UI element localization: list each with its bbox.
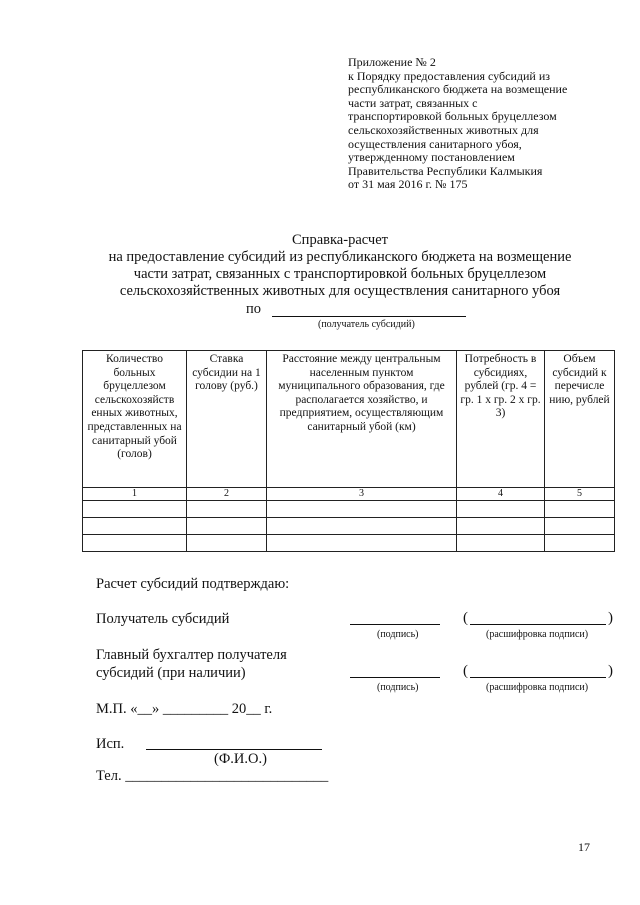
table-row <box>83 501 615 518</box>
table-row <box>83 535 615 552</box>
appendix-line: транспортировкой больных бруцеллезом <box>348 109 557 124</box>
accountant-label-line2: субсидий (при наличии) <box>96 665 246 681</box>
table-cell[interactable] <box>545 535 615 552</box>
calculation-table <box>82 350 615 552</box>
decoding-caption: (расшифровка подписи) <box>486 682 589 693</box>
paren-open: ( <box>463 663 468 679</box>
column-number: 5 <box>545 488 615 501</box>
appendix-line: Приложение № 2 <box>348 55 436 69</box>
column-number: 4 <box>457 488 545 501</box>
appendix-line: к Порядку предоставления субсидий из <box>348 68 550 83</box>
executor-label: Исп. <box>96 736 125 752</box>
table-row <box>83 518 615 535</box>
appendix-line: Правительства Республики Калмыкия <box>348 163 543 178</box>
recipient-caption: (получатель субсидий) <box>318 319 415 330</box>
table-cell[interactable] <box>187 518 267 535</box>
accountant-signature-field[interactable] <box>350 677 440 678</box>
header-cell-rate: Ставка субсидии на 1 голову (руб.) <box>187 351 267 488</box>
appendix-line: сельскохозяйственных животных для <box>348 122 539 137</box>
table-cell[interactable] <box>187 535 267 552</box>
appendix-line: утвержденному постановлением <box>348 150 515 165</box>
paren-close: ) <box>608 610 613 626</box>
table-cell[interactable] <box>267 535 457 552</box>
table-cell[interactable] <box>267 501 457 518</box>
signature-caption: (подпись) <box>377 682 419 693</box>
header-cell-quantity: Количество больных бруцеллезом сельскохозяйств енных животных, представленных на санитарный убой (голов) <box>83 351 187 488</box>
po-label: по <box>246 301 262 317</box>
accountant-label-line1: Главный бухгалтер получателя <box>96 647 287 663</box>
confirm-heading: Расчет субсидий подтверждаю: <box>96 576 290 592</box>
table-cell[interactable] <box>187 501 267 518</box>
title-line: Справка-расчет <box>292 232 388 248</box>
title-line: на предоставление субсидий из республиканского бюджета на возмещение <box>108 249 572 265</box>
table-cell[interactable] <box>83 518 187 535</box>
stamp-date-line: М.П. «__» _________ 20__ г. <box>96 701 273 717</box>
column-number: 1 <box>83 488 187 501</box>
decoding-caption: (расшифровка подписи) <box>486 629 589 640</box>
recipient-signature-field[interactable] <box>350 624 440 625</box>
recipient-decoding-field[interactable] <box>470 624 606 625</box>
header-cell-need: Потребность в субсидиях, рублей (гр. 4 = гр. 1 х гр. 2 х гр. 3) <box>457 351 545 488</box>
recipient-field[interactable] <box>272 316 466 317</box>
fio-caption: (Ф.И.О.) <box>214 751 267 767</box>
table-cell[interactable] <box>83 535 187 552</box>
table-cell[interactable] <box>457 501 545 518</box>
table-cell[interactable] <box>457 518 545 535</box>
accountant-decoding-field[interactable] <box>470 677 606 678</box>
table-cell[interactable] <box>267 518 457 535</box>
title-line: части затрат, связанных с транспортировкой больных бруцеллезом <box>133 266 547 282</box>
table-cell[interactable] <box>545 501 615 518</box>
table-column-numbers-row <box>83 488 615 501</box>
table-header-row <box>83 351 615 488</box>
table-cell[interactable] <box>545 518 615 535</box>
signature-caption: (подпись) <box>377 629 419 640</box>
paren-close: ) <box>608 663 613 679</box>
header-cell-distance: Расстояние между центральным населенным пунктом муниципального образования, где располагается хозяйство, и предприятием, осуществляющим санитарный убой (км) <box>267 351 457 488</box>
phone-line: Тел. ____________________________ <box>96 768 329 784</box>
recipient-label: Получатель субсидий <box>96 611 230 627</box>
appendix-line: осуществления санитарного убоя, <box>348 136 522 151</box>
appendix-line: части затрат, связанных с <box>348 95 478 110</box>
column-number: 2 <box>187 488 267 501</box>
table-cell[interactable] <box>83 501 187 518</box>
column-number: 3 <box>267 488 457 501</box>
document-title <box>70 232 610 300</box>
executor-name-field[interactable] <box>146 749 322 750</box>
table-cell[interactable] <box>457 535 545 552</box>
appendix-block <box>348 56 608 192</box>
appendix-line: от 31 мая 2016 г. № 175 <box>348 177 468 192</box>
paren-open: ( <box>463 610 468 626</box>
title-line: сельскохозяйственных животных для осуществления санитарного убоя <box>119 283 561 299</box>
header-cell-amount: Объем субсидий к перечисле нию, рублей <box>545 351 615 488</box>
page-number: 17 <box>578 840 590 854</box>
appendix-line: республиканского бюджета на возмещение <box>348 82 568 97</box>
